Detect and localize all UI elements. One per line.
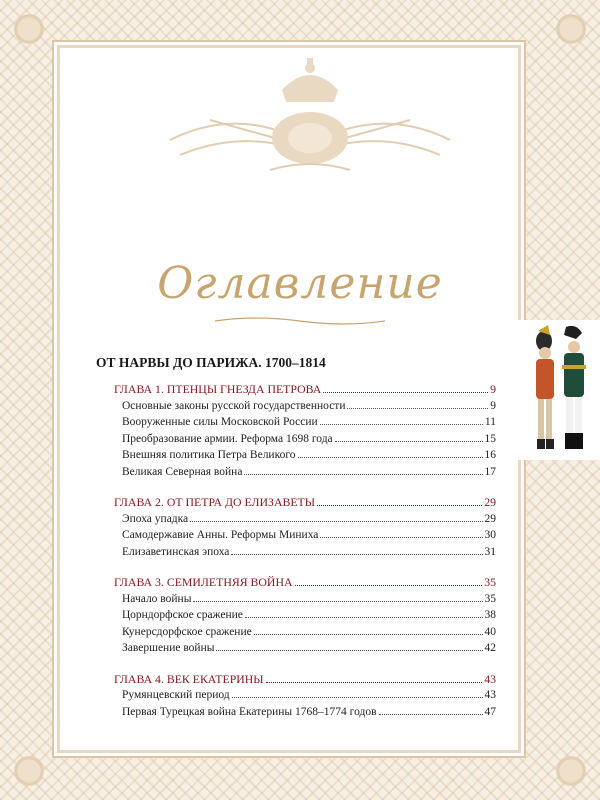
section-entry-page: 11 [484,416,496,428]
corner-ornament-icon [548,748,594,794]
section-entry-page: 38 [484,609,496,621]
dot-leader [190,521,482,522]
section-entry[interactable] [122,414,496,431]
chapter-entry[interactable] [114,381,496,398]
chapter-block [114,494,496,560]
section-entry[interactable] [122,527,496,544]
section-entry-title: Великая Северная война [122,465,243,478]
section-entry-page: 17 [484,465,496,478]
corner-ornament-icon [6,6,52,52]
section-entry-page: 40 [484,625,496,638]
dot-leader [231,554,482,555]
part-title: ОТ НАРВЫ ДО ПАРИЖА. 1700–1814 [96,355,326,370]
dot-leader [320,537,482,538]
chapter-entry[interactable] [114,671,496,688]
section-entry-title: Цорндорфское сражение [122,609,243,621]
section-entry-title: Кунерсдорфское сражение [122,625,252,638]
chapter-entry-title: ГЛАВА 2. ОТ ПЕТРА ДО ЕЛИЗАВЕТЫ [114,495,316,509]
page-title: Оглавление [157,258,443,309]
section-entry-title: Первая Турецкая война Екатерины 1768–1774 годов [122,705,377,718]
section-entry-title: Преобразование армии. Реформа 1698 года [122,432,333,445]
section-entry-page: 35 [484,592,496,605]
chapter-list [96,381,496,720]
dot-leader [317,505,482,506]
dot-leader [295,585,483,586]
section-entry-page: 29 [484,512,496,525]
corner-ornament-icon [548,6,594,52]
section-entry[interactable] [122,640,496,657]
soldiers-illustration-icon [518,325,598,455]
section-entry[interactable] [122,447,496,464]
section-entry-title: Румянцевский период [122,689,230,701]
chapter-entry-page: 35 [484,575,496,589]
section-entry-page: 16 [484,449,496,461]
imperial-crown-crest-icon [150,50,470,180]
section-entry-title: Эпоха упадка [122,512,189,525]
section-entry[interactable] [122,624,496,641]
dot-leader [323,392,488,393]
dot-leader [347,408,488,409]
section-entry[interactable] [122,704,496,721]
chapter-block [114,381,496,480]
section-entry[interactable] [122,464,496,481]
section-entry-page: 9 [490,399,496,412]
section-entry-title: Начало войны [122,592,192,605]
section-entry[interactable] [122,544,496,561]
section-entry-title: Завершение войны [122,642,215,654]
dot-leader [244,474,482,475]
dot-leader [266,682,483,683]
chapter-entry-page: 29 [484,495,496,509]
dot-leader [216,650,482,651]
chapter-block [114,574,496,657]
chapter-entry-page: 9 [490,382,496,396]
chapter-entry-title: ГЛАВА 1. ПТЕНЦЫ ГНЕЗДА ПЕТРОВА [114,382,322,396]
section-entry-page: 43 [484,689,496,701]
dot-leader [379,714,483,715]
section-entry-page: 30 [484,529,496,541]
section-entry[interactable] [122,687,496,704]
section-entry[interactable] [122,398,496,415]
corner-ornament-icon [6,748,52,794]
title-flourish-icon [210,316,390,326]
section-entry-page: 31 [484,545,496,558]
chapter-block [114,671,496,721]
section-entry[interactable] [122,591,496,608]
section-entry-title: Елизаветинская эпоха [122,545,230,558]
table-of-contents [96,355,496,734]
chapter-entry[interactable] [114,574,496,591]
dot-leader [298,457,483,458]
dot-leader [254,634,483,635]
dot-leader [193,601,482,602]
dot-leader [335,441,483,442]
section-entry-title: Вооруженные силы Московской России [122,416,318,428]
section-entry[interactable] [122,511,496,528]
section-entry-title: Основные законы русской государственности [122,399,346,412]
dot-leader [320,424,483,425]
dot-leader [232,697,483,698]
chapter-entry-page: 43 [484,671,496,686]
chapter-entry[interactable] [114,494,496,511]
dot-leader [245,617,483,618]
chapter-entry-title: ГЛАВА 3. СЕМИЛЕТНЯЯ ВОЙНА [114,575,293,589]
section-entry-title: Внешняя политика Петра Великого [122,449,296,461]
section-entry[interactable] [122,431,496,448]
section-entry-page: 15 [484,432,496,445]
section-entry-page: 42 [484,642,496,654]
section-entry[interactable] [122,607,496,624]
section-entry-page: 47 [484,705,496,718]
chapter-entry-title: ГЛАВА 4. ВЕК ЕКАТЕРИНЫ [114,671,264,686]
section-entry-title: Самодержавие Анны. Реформы Миниха [122,529,319,541]
